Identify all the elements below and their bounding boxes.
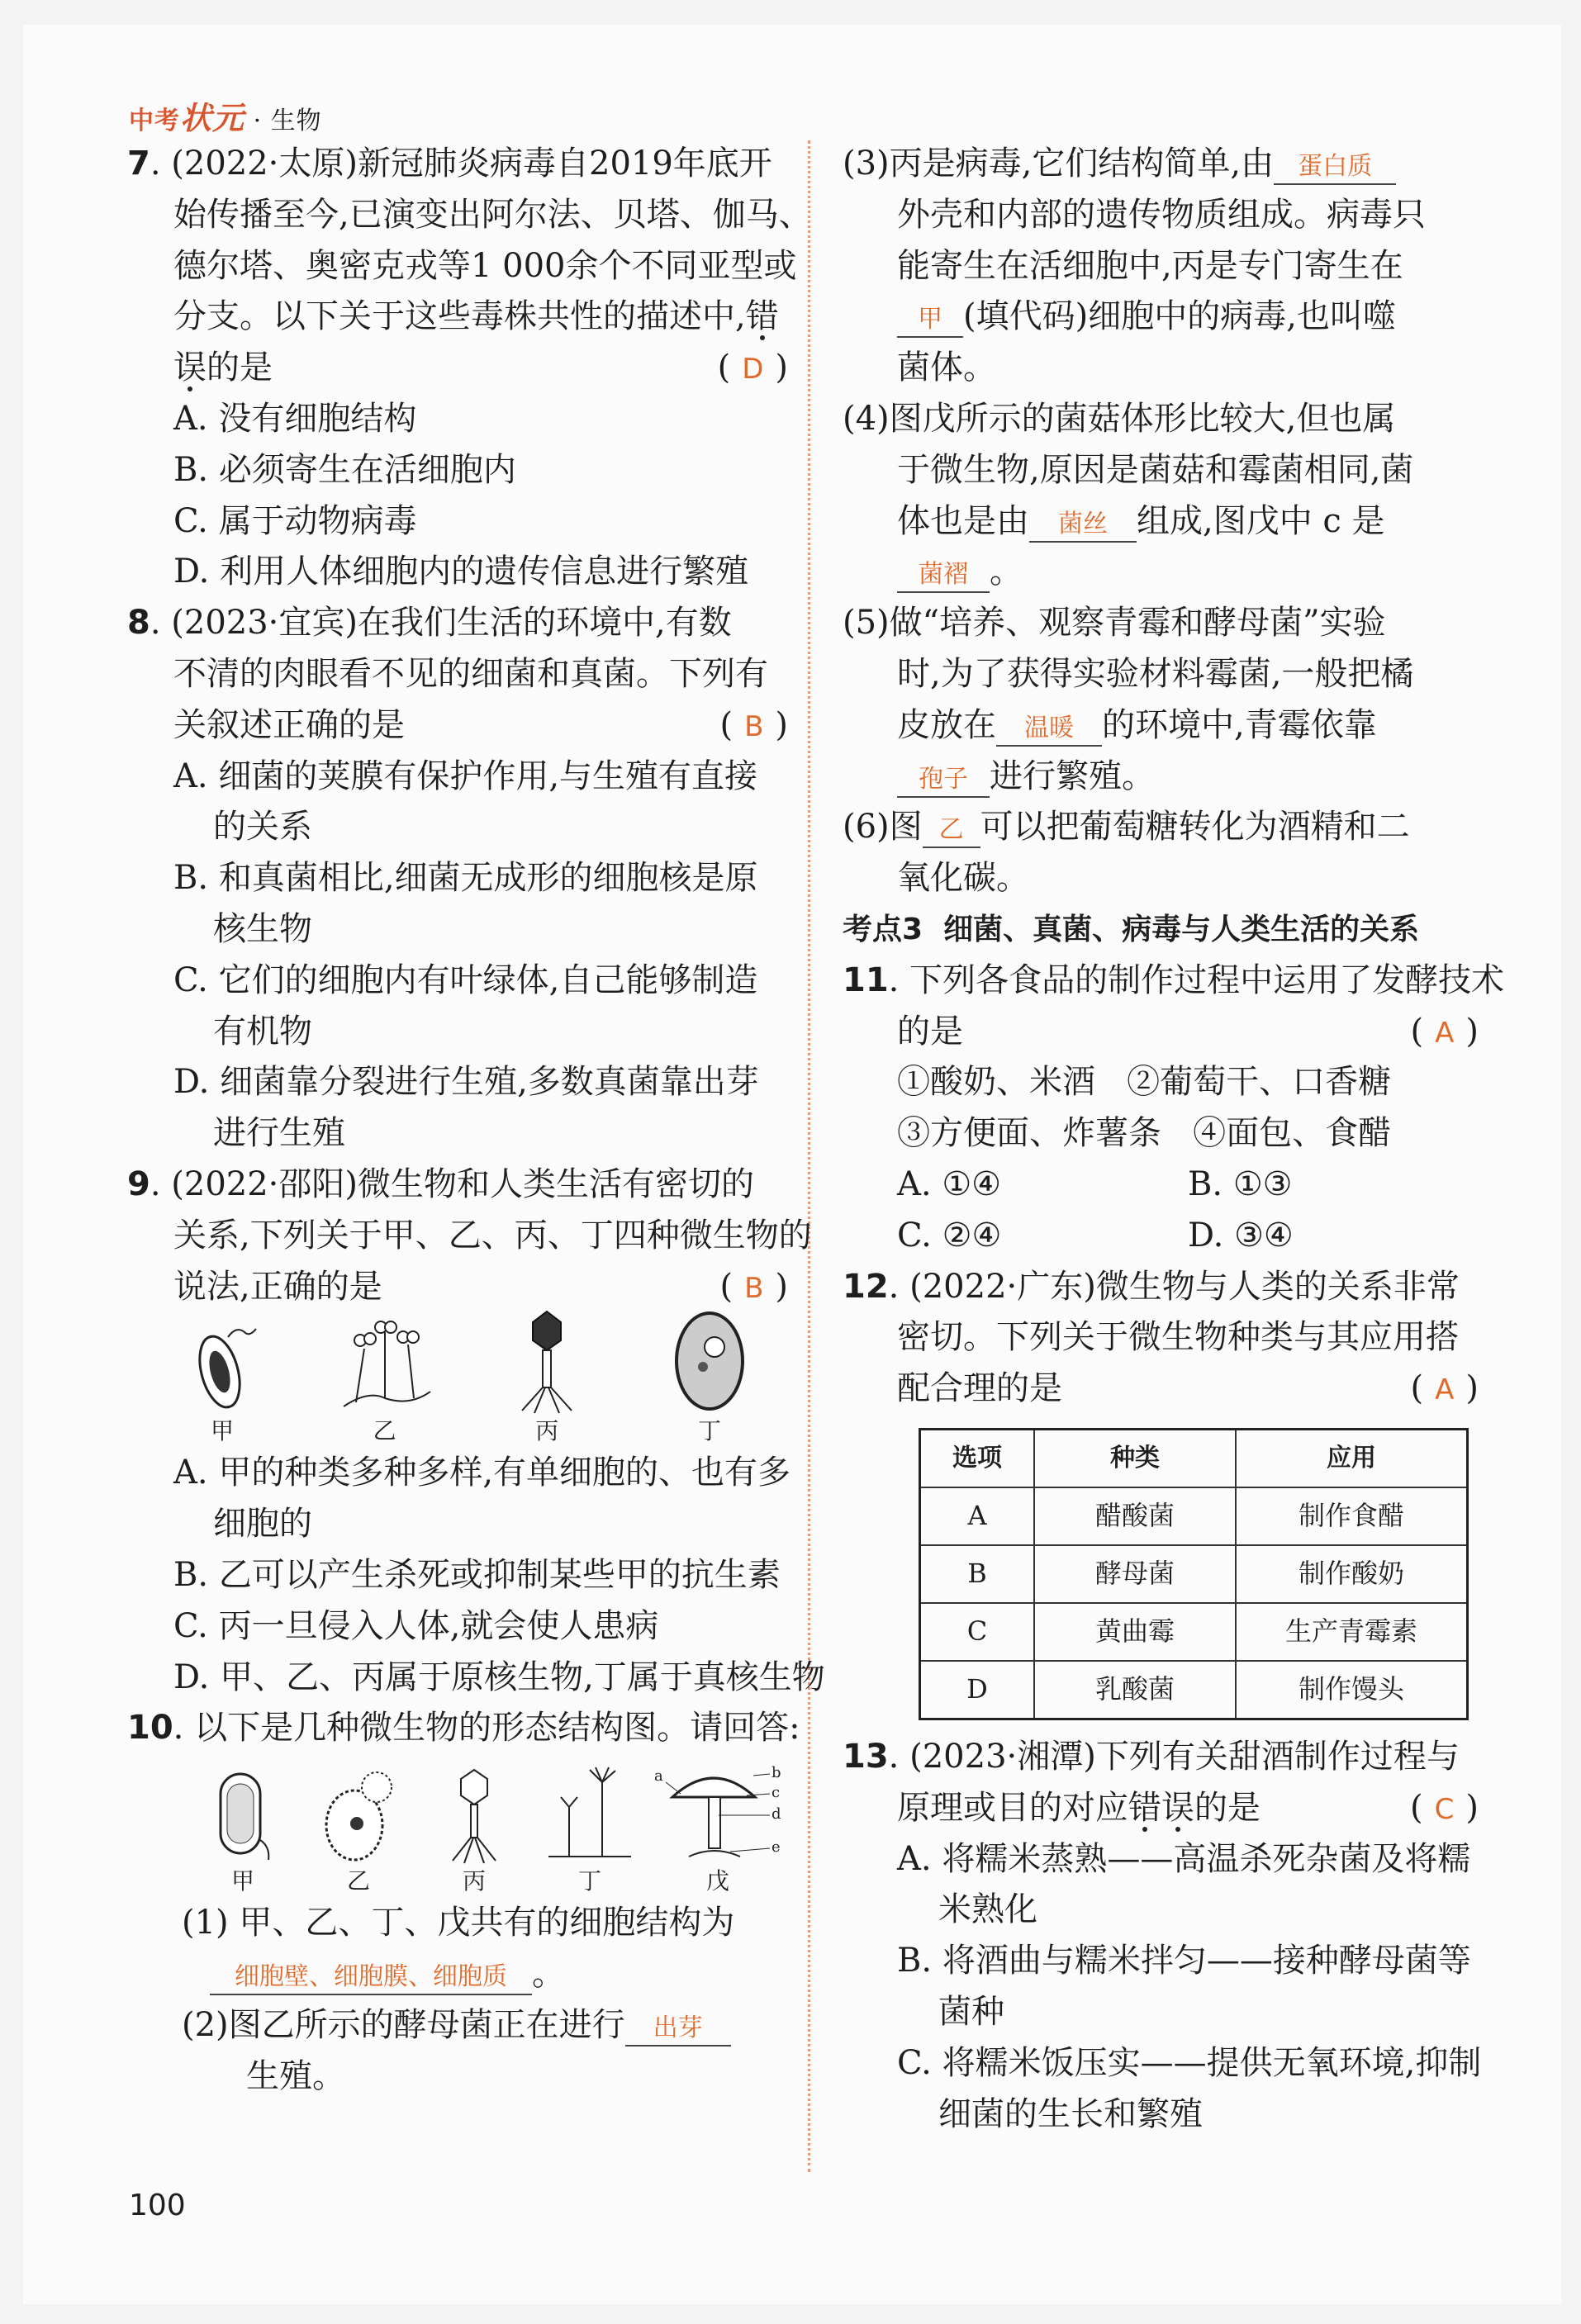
fill-blank[interactable]: 乙 bbox=[923, 813, 980, 848]
bacterium-figure-2: 甲 bbox=[185, 1766, 301, 1898]
table-row: B 酵母菌 制作酸奶 bbox=[920, 1545, 1468, 1603]
fill-blank[interactable]: 出芽 bbox=[625, 2012, 731, 2047]
svg-text:b: b bbox=[772, 1766, 781, 1782]
option: A. 没有细胞结构 bbox=[173, 399, 417, 438]
phage-figure: 丙 bbox=[416, 1766, 532, 1898]
bacterium-figure: 甲 bbox=[160, 1316, 284, 1448]
right-column: (3)丙是病毒,它们结构简单,由 蛋白质 外壳和内部的遗传物质组成。病毒只 能寄生在活细胞中,丙是专门寄生在 甲 (填代码)细胞中的病毒,也叫噬 菌体。 (4)图戊所示的菌菇体形比较大,但也属 于微生物,原因是菌菇和霉菌相同,菌 体也是由 菌丝 组成,图戊中 c 是 菌褶 。 (5)做“培养、观察青霉和酵母菌”实验 时,为了获得实验材料霉菌,一般把橘 皮放在 温暖 的环境中,青霉依靠 孢子 进行繁殖。 (6)图 乙 可以把葡萄糖转化为酒精和二 氧化碳。 考点3 细菌、真菌、病毒与人类生活的关系 11. 下列各食品的制作过程中运用了发酵技术 的是 ( A ) ①酸奶、米酒 ②葡萄干、口香糖 ③方便面、炸薯条 ④面包、食醋 A. ①④ B. ①③ C. ②④ D. ③④ 12. (2022·广东)微生物与人类的关系非常 密切。下列关于微生物种类与其应用搭 配合理的是 ( A ) 选项 种类 应用 A 醋酸菌 制作食醋 B 酵母菌 制作酸奶 C 黄曲霉 生产青霉素 D 乳酸菌 制作馒头 13. (2023·湘潭)下列有关甜酒制作过程与 原理或目的对应错误的是 ( C ) A. 将糯米蒸熟——高温杀死杂菌及将糯 米熟化 B. 将酒曲与糯米拌匀——接种酵母菌等 菌种 C. 将糯米饭压实——提供无氧环境,抑制 细菌的生长和繁殖 bbox=[843, 139, 1479, 2140]
question-7: 7. (2022·太原)新冠肺炎病毒自2019年底开 始传播至今,已演变出阿尔法、贝塔、伽马、 德尔塔、奥密克戎等1 000余个不同亚型或 分支。以下关于这些毒株共性的描述中,错 误的是 ( D ) A. 没有细胞结构 B. 必须寄生在活细胞内 C. 属于动物病毒 D. 利用人体细胞内的遗传信息进行繁殖 bbox=[127, 139, 788, 598]
table-row: D 乳酸菌 制作馒头 bbox=[920, 1661, 1468, 1719]
fill-blank[interactable]: 温暖 bbox=[996, 712, 1102, 747]
yeast-figure: 丁 bbox=[648, 1307, 772, 1448]
option: D. 利用人体细胞内的遗传信息进行繁殖 bbox=[173, 553, 749, 591]
table-header-row: 选项 种类 应用 bbox=[920, 1429, 1468, 1487]
question-13: 13. (2023·湘潭)下列有关甜酒制作过程与 原理或目的对应错误的是 ( C ) A. 将糯米蒸熟——高温杀死杂菌及将糯 米熟化 B. 将酒曲与糯米拌匀——接种酵母菌等 菌种 C. 将糯米饭压实——提供无氧环境,抑制 细菌的生长和繁殖 bbox=[843, 1737, 1482, 2133]
table-row: A 醋酸菌 制作食醋 bbox=[920, 1487, 1468, 1545]
table-row: C 黄曲霉 生产青霉素 bbox=[920, 1603, 1468, 1661]
section-heading: 考点3 细菌、真菌、病毒与人类生活的关系 bbox=[843, 912, 1420, 946]
budding-yeast-figure: 乙 bbox=[301, 1766, 416, 1898]
fill-blank[interactable]: 菌褶 bbox=[897, 558, 990, 593]
page-header: 中考状元 · 生物 bbox=[129, 99, 322, 136]
page-number: 100 bbox=[129, 2189, 186, 2222]
virus-figure: 丙 bbox=[485, 1307, 609, 1448]
q9-figures bbox=[127, 1324, 788, 1448]
option: B. 必须寄生在活细胞内 bbox=[173, 450, 516, 489]
answer-7: D bbox=[742, 353, 764, 387]
answer-9: B bbox=[744, 1271, 764, 1305]
option: C. 属于动物病毒 bbox=[173, 501, 417, 540]
question-10: 10. 以下是几种微生物的形态结构图。请回答: 甲 乙 丙 丁 a b c d e 戊 (1) 甲、乙、丁、戊共有的细胞结构为 细胞壁、细胞膜、细胞质 。 (2)图乙所示的酵母菌正在进行 出芽 生殖。 bbox=[127, 1709, 800, 2095]
svg-text:a: a bbox=[654, 1767, 663, 1786]
svg-text:e: e bbox=[772, 1838, 781, 1857]
question-9: 9. (2022·邵阳)微生物和人类生活有密切的 关系,下列关于甲、乙、丙、丁四种微生物的 说法,正确的是 ( B ) 甲 乙 丙 丁 A. 甲的种类多种多样,有单细胞的、也有多 细胞的 B. 乙可以产生杀死或抑制某些甲的抗生素 C. 丙一旦侵入人体,就会使人患病 D. 甲、乙、丙属于原核生物,丁属于真核生物 bbox=[127, 1164, 825, 1696]
answer-13: C bbox=[1434, 1792, 1455, 1826]
svg-text:c: c bbox=[772, 1784, 781, 1802]
left-column bbox=[127, 139, 825, 2102]
question-12: 12. (2022·广东)微生物与人类的关系非常 密切。下列关于微生物种类与其应用搭 配合理的是 ( A ) 选项 种类 应用 A 醋酸菌 制作食醋 B 酵母菌 制作酸奶 C 黄曲霉 生产青霉素 D 乳酸菌 制作馒头 bbox=[843, 1262, 1479, 1720]
fill-blank[interactable]: 孢子 bbox=[897, 763, 990, 798]
fill-blank[interactable]: 甲 bbox=[897, 303, 963, 338]
brand-logo: 中考状元 bbox=[129, 99, 245, 136]
svg-text:d: d bbox=[772, 1805, 781, 1824]
answer-12: A bbox=[1435, 1373, 1455, 1407]
question-8: 8. (2023·宜宾)在我们生活的环境中,有数 不清的肉眼看不见的细菌和真菌。下列有 关叙述正确的是 ( B ) A. 细菌的荚膜有保护作用,与生殖有直接 的关系 B. 和真菌相比,细菌无成形的细胞核是原 核生物 C. 它们的细胞内有叶绿体,自己能够制造 有机物 D. 细菌靠分裂进行生殖,多数真菌靠出芽 进行生殖 bbox=[127, 604, 788, 1153]
fill-blank[interactable]: 细胞壁、细胞膜、细胞质 bbox=[210, 1961, 532, 1995]
mushroom-figure: a b c d e 戊 bbox=[654, 1766, 781, 1895]
fill-blank[interactable]: 菌丝 bbox=[1029, 508, 1137, 543]
answer-8: B bbox=[744, 709, 764, 743]
mold-figure: 乙 bbox=[323, 1316, 447, 1448]
column-divider bbox=[808, 140, 810, 2172]
microbe-table bbox=[919, 1428, 1469, 1720]
penicillium-figure: 丁 bbox=[532, 1766, 648, 1898]
subject-label: 生物 bbox=[270, 107, 322, 135]
fill-blank[interactable]: 蛋白质 bbox=[1274, 150, 1396, 185]
q10-figures bbox=[127, 1766, 788, 1898]
answer-11: A bbox=[1435, 1016, 1455, 1050]
question-11: 11. 下列各食品的制作过程中运用了发酵技术 的是 ( A ) ①酸奶、米酒 ②葡萄干、口香糖 ③方便面、炸薯条 ④面包、食醋 A. ①④ B. ①③ C. ②④ D. ③④ bbox=[843, 960, 1505, 1254]
